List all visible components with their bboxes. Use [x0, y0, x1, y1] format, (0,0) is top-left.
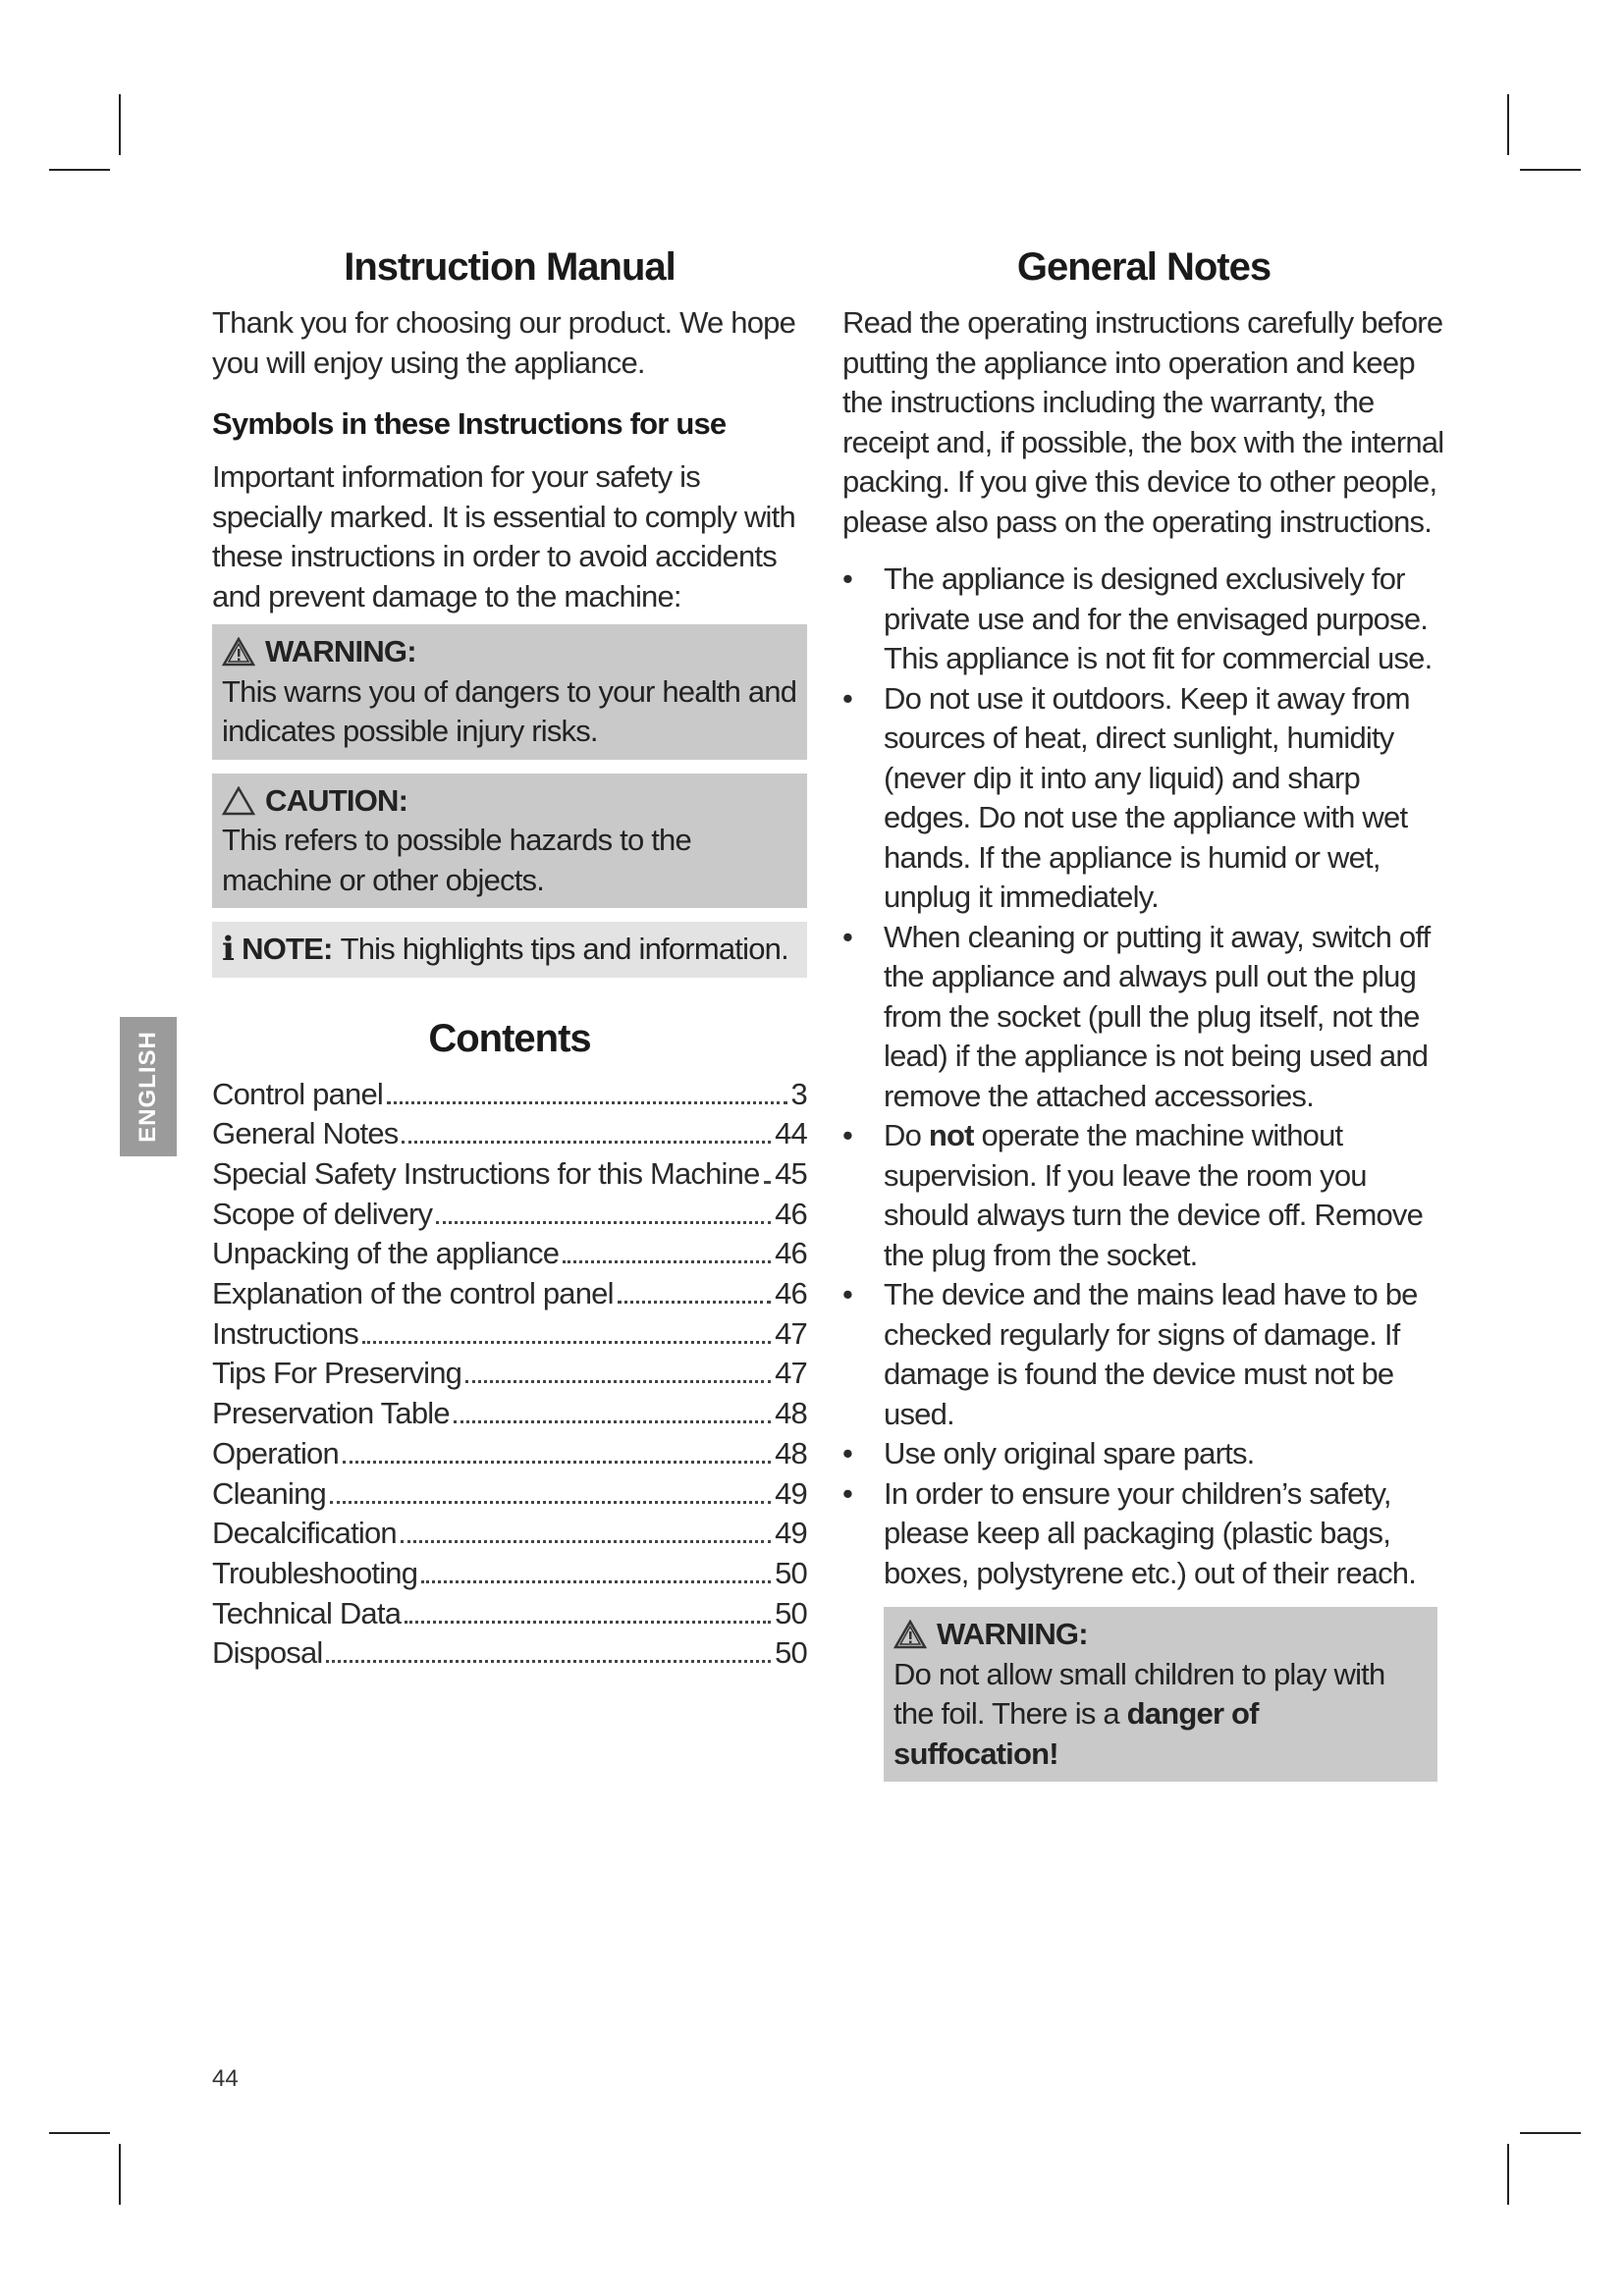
crop-mark-top-right-h: [1520, 169, 1581, 171]
note-text: This highlights tips and information.: [340, 932, 788, 966]
toc-label: Unpacking of the appliance: [212, 1236, 560, 1271]
general-notes-intro: Read the operating instructions carefully before putting the appliance into operation and keep the instructions including the warranty, the receipt and, if possible, the box with the internal packing. If you give this device to other people, please also pass on the operating instructions.: [842, 305, 1444, 539]
caution-triangle-icon: [222, 786, 255, 816]
toc-page: 46: [775, 1236, 807, 1271]
toc-label: General Notes: [212, 1116, 399, 1151]
general-notes-list: [842, 560, 1445, 1593]
toc-label: Special Safety Instructions for this Machine: [212, 1155, 760, 1191]
left-column: [212, 245, 807, 1674]
toc-leader: [436, 1221, 771, 1224]
toc-entry[interactable]: [212, 1195, 807, 1235]
warning-triangle-icon: [222, 637, 255, 667]
note-line: [222, 930, 797, 970]
toc-label: Control panel: [212, 1076, 383, 1111]
toc-label: Tips For Preserving: [212, 1356, 462, 1391]
warning-title: WARNING:: [265, 634, 416, 668]
list-item: • The appliance is designed exclusively for private use and for the envisaged purpose. This appliance is not fit for commercial use.: [842, 560, 1445, 679]
suffocation-warning-title-row: [893, 1615, 1428, 1655]
toc-label: Explanation of the control panel: [212, 1276, 614, 1311]
toc-entry[interactable]: [212, 1154, 807, 1195]
crop-mark-bottom-right-v: [1507, 2144, 1509, 2205]
toc-page: 50: [775, 1595, 807, 1630]
toc-entry[interactable]: [212, 1434, 807, 1474]
list-item: • When cleaning or putting it away, switch off the appliance and always pull out the plug from the socket (pull the plug itself, not the lead) if the appliance is not being used and remove the attached accessories.: [842, 918, 1445, 1117]
toc-page: 49: [775, 1516, 807, 1551]
toc-label: Scope of delivery: [212, 1196, 433, 1231]
toc-leader: [387, 1101, 787, 1104]
toc-label: Preservation Table: [212, 1396, 450, 1431]
list-item-rest: operate the machine without supervision. If you leave the room you should always turn the device off. Remove the plug from the socket.: [884, 1118, 1424, 1272]
toc-page: 50: [775, 1555, 807, 1590]
caution-text: This refers to possible hazards to the machine or other objects.: [222, 823, 691, 897]
crop-mark-top-left-v: [119, 94, 121, 155]
toc-label: Disposal: [212, 1635, 323, 1671]
toc-page: 3: [790, 1076, 807, 1111]
toc-entry[interactable]: [212, 1474, 807, 1515]
crop-mark-bottom-right-h: [1520, 2132, 1581, 2134]
toc-entry[interactable]: [212, 1354, 807, 1394]
toc-label: Cleaning: [212, 1475, 326, 1511]
right-column: [842, 245, 1445, 1795]
crop-mark-top-left-h: [49, 169, 110, 171]
toc-entry[interactable]: [212, 1633, 807, 1674]
toc-leader: [402, 1141, 771, 1144]
toc-page: 49: [775, 1475, 807, 1511]
contents-title: Contents: [428, 1016, 591, 1060]
toc-label: Operation: [212, 1435, 339, 1470]
toc-entry[interactable]: [212, 1314, 807, 1355]
toc-entry[interactable]: [212, 1274, 807, 1314]
info-icon: i: [222, 930, 235, 969]
toc-leader: [454, 1420, 771, 1423]
toc-leader: [330, 1501, 771, 1504]
symbols-paragraph: Important information for your safety is specially marked. It is essential to comply with these instructions in order to avoid accidents and prevent damage to the machine:: [212, 459, 795, 614]
suffocation-warning-text-bold: danger of suffocation!: [893, 1696, 1259, 1771]
warning-triangle-icon: [893, 1620, 927, 1649]
toc-label: Troubleshooting: [212, 1555, 418, 1590]
caution-title: CAUTION:: [265, 782, 408, 818]
list-item: • The device and the mains lead have to be checked regularly for signs of damage. If damage is found the device must not be used.: [842, 1275, 1445, 1434]
toc-leader: [405, 1621, 771, 1624]
list-item: • In order to ensure your children’s safety, please keep all packaging (plastic bags, boxes, polystyrene etc.) out of their reach.: [842, 1474, 1445, 1594]
warning-box: [212, 624, 807, 760]
language-tab: [120, 1017, 177, 1156]
toc-entry[interactable]: [212, 1594, 807, 1634]
suffocation-warning-box: [884, 1607, 1437, 1782]
suffocation-warning-title: WARNING:: [937, 1617, 1088, 1651]
list-item-not: not: [928, 1118, 974, 1152]
language-tab-label: ENGLISH: [135, 1031, 161, 1143]
instruction-manual-title: Instruction Manual: [344, 245, 676, 289]
toc-leader: [326, 1660, 771, 1663]
suffocation-warning-text: [893, 1655, 1428, 1775]
page-number: 44: [212, 2065, 239, 2092]
list-item-do: Do: [884, 1118, 922, 1152]
note-box: [212, 922, 807, 978]
toc-leader: [343, 1461, 771, 1464]
toc-entry[interactable]: [212, 1234, 807, 1274]
warning-title-row: [222, 632, 797, 672]
toc-entry[interactable]: [212, 1514, 807, 1554]
toc-leader: [465, 1380, 771, 1383]
toc-page: 47: [775, 1315, 807, 1351]
toc-page: 44: [775, 1116, 807, 1151]
toc-label: Instructions: [212, 1315, 358, 1351]
toc-page: 45: [775, 1155, 807, 1191]
toc-entry[interactable]: [212, 1394, 807, 1434]
toc-entry[interactable]: [212, 1554, 807, 1594]
suffocation-warning-text-plain: Do not allow small children to play with the foil. There is a: [893, 1656, 1385, 1731]
toc-leader: [401, 1540, 771, 1543]
toc-leader: [563, 1260, 771, 1263]
caution-box: [212, 774, 807, 909]
toc-leader: [618, 1301, 771, 1304]
toc-leader: [764, 1181, 772, 1184]
warning-text: This warns you of dangers to your health and indicates possible injury risks.: [222, 673, 797, 748]
list-item: • Do not use it outdoors. Keep it away from sources of heat, direct sunlight, humidity (never dip it into any liquid) and sharp edges. Do not use the appliance with wet hands. If the appliance is humid or wet, unplug it immediately.: [842, 679, 1445, 918]
toc-leader: [421, 1580, 771, 1583]
toc-leader: [362, 1341, 771, 1344]
toc-label: Decalcification: [212, 1516, 397, 1551]
symbols-heading: Symbols in these Instructions for use: [212, 406, 727, 441]
toc-page: 47: [775, 1356, 807, 1391]
toc-page: 50: [775, 1635, 807, 1671]
table-of-contents: [212, 1075, 807, 1675]
general-notes-title: General Notes: [1016, 245, 1272, 289]
list-item: • Use only original spare parts.: [842, 1434, 1445, 1474]
toc-label: Technical Data: [212, 1595, 402, 1630]
toc-page: 48: [775, 1435, 807, 1470]
list-item-supervision: [842, 1116, 1445, 1275]
toc-page: 46: [775, 1196, 807, 1231]
note-label: NOTE:: [242, 932, 333, 966]
toc-page: 46: [775, 1276, 807, 1311]
intro-paragraph: Thank you for choosing our product. We hope you will enjoy using the appliance.: [212, 305, 796, 380]
crop-mark-bottom-left-v: [119, 2144, 121, 2205]
caution-title-row: [222, 781, 797, 822]
toc-entry[interactable]: [212, 1114, 807, 1154]
toc-page: 48: [775, 1396, 807, 1431]
crop-mark-bottom-left-h: [49, 2132, 110, 2134]
toc-entry[interactable]: [212, 1075, 807, 1115]
crop-mark-top-right-v: [1507, 94, 1509, 155]
